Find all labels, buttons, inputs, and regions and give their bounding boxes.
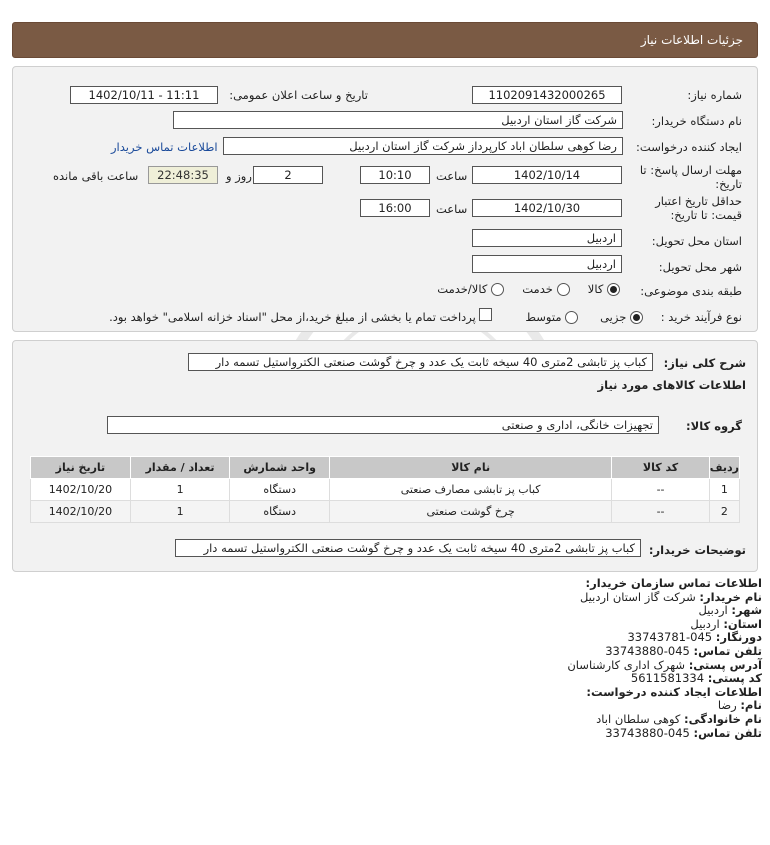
col-code: کد کالا [612,457,709,479]
group-field[interactable]: تجهیزات خانگی، اداری و صنعتی [107,416,659,434]
cell-unit: دستگاه [230,479,330,501]
treasury-checkbox[interactable] [479,308,492,321]
col-name: نام کالا [329,457,611,479]
contact-section [567,577,762,740]
remaining-time-field: 22:48:35 [148,166,218,184]
buyer-notes-field[interactable]: کباب پز تابشی 2متری 40 سیخه ثابت یک عدد و چرخ گوشت صنعتی الکترواستیل تسمه دار [175,539,641,557]
buyer-notes-label: توضیحات خریدار: [648,543,746,557]
announce-label: تاریخ و ساعت اعلان عمومی: [229,88,368,102]
days-field[interactable]: 2 [253,166,323,184]
cell-name: چرخ گوشت صنعتی [329,501,611,523]
summary-label: شرح کلی نیاز: [663,356,746,370]
buyer-contact-link[interactable]: اطلاعات تماس خریدار [111,140,218,154]
contact-line: شهر: اردبیل [698,603,762,618]
category-option-goods: کالا [587,282,604,296]
process-option-minor: جزیی [600,310,627,324]
validity-label-1: حداقل تاریخ اعتبار [655,194,742,208]
contact-line: آدرس پستی: شهرک اداری کارشناسان [567,657,762,672]
col-qty: تعداد / مقدار [130,457,230,479]
validity-date-field[interactable]: 1402/10/30 [472,199,622,217]
cell-date: 1402/10/20 [31,479,131,501]
deadline-label-1: مهلت ارسال پاسخ: تا [639,163,742,177]
city-field[interactable]: اردبیل [472,255,622,273]
col-date: تاریخ نیاز [31,457,131,479]
cell-code: -- [612,479,709,501]
days-label: روز و [226,169,252,183]
contact-line: استان: اردبیل [690,616,762,631]
creator-label: ایجاد کننده درخواست: [636,140,742,154]
contact-line: تلفن تماس: 045-33743880 [605,643,762,658]
col-row: ردیف [709,457,739,479]
contact-line: کد پستی: 5611581334 [630,671,762,686]
remaining-label: ساعت باقی مانده [53,169,139,183]
category-radio-group [437,282,620,296]
summary-field[interactable]: کباب پز تابشی 2متری 40 سیخه ثابت یک عدد و چرخ گوشت صنعتی الکترواستیل تسمه دار [188,353,653,371]
contact-line: دورنگار: 045-33743781 [627,630,762,645]
cell-date: 1402/10/20 [31,501,131,523]
page-title: جزئیات اطلاعات نیاز [640,33,743,47]
cell-unit: دستگاه [230,501,330,523]
category-label: طبقه بندی موضوعی: [640,284,742,298]
deadline-label-2: تاریخ: [715,177,742,191]
need-number-label: شماره نیاز: [687,88,742,102]
creator-field[interactable]: رضا کوهی سلطان اباد کارپرداز شرکت گاز استان اردبیل [223,137,623,155]
cell-qty: 1 [130,479,230,501]
deadline-date-field[interactable]: 1402/10/14 [472,166,622,184]
announce-field[interactable]: 1402/10/11 - 11:11 [70,86,218,104]
category-option-both: کالا/خدمت [437,282,488,296]
cell-row: 1 [709,479,739,501]
contact-title: اطلاعات تماس سازمان خریدار: [585,576,762,590]
process-label: نوع فرآیند خرید : [660,310,742,324]
col-unit: واحد شمارش [230,457,330,479]
contact-line: نام خریدار: شرکت گاز استان اردبیل [579,589,762,604]
table-header-row [31,457,740,479]
validity-time-field[interactable]: 16:00 [360,199,430,217]
items-table [30,456,740,523]
table-row[interactable] [31,479,740,501]
category-radio-goods[interactable] [607,283,620,296]
creator-line: نام: رضا [717,698,762,713]
creator-line: نام خانوادگی: کوهی سلطان اباد [596,711,762,726]
buyer-label: نام دستگاه خریدار: [651,114,742,128]
buyer-field[interactable]: شرکت گاز استان اردبیل [173,111,623,129]
need-number-field[interactable]: 1102091432000265 [472,86,622,104]
category-option-service: خدمت [522,282,553,296]
goods-info-title: اطلاعات کالاهای مورد نیاز [597,378,746,392]
category-radio-service[interactable] [557,283,570,296]
process-option-medium: متوسط [525,310,562,324]
city-label: شهر محل تحویل: [658,260,742,274]
province-field[interactable]: اردبیل [472,229,622,247]
cell-code: -- [612,501,709,523]
validity-time-label: ساعت [436,202,468,216]
category-radio-both[interactable] [491,283,504,296]
creator-title: اطلاعات ایجاد کننده درخواست: [586,684,762,699]
validity-label-2: قیمت: تا تاریخ: [670,208,742,222]
deadline-time-label: ساعت [436,169,468,183]
process-radio-medium[interactable] [565,311,578,324]
province-label: استان محل تحویل: [651,234,742,248]
page-header [12,22,758,58]
payment-note: پرداخت تمام یا بخشی از مبلغ خرید،از محل "اسناد خزانه اسلامی" خواهد بود. [109,310,476,324]
cell-qty: 1 [130,501,230,523]
cell-name: کباب پز تابشی مصارف صنعتی [329,479,611,501]
creator-line: تلفن تماس: 045-33743880 [605,725,762,740]
deadline-time-field[interactable]: 10:10 [360,166,430,184]
group-label: گروه کالا: [686,419,742,433]
table-row[interactable] [31,501,740,523]
cell-row: 2 [709,501,739,523]
process-radio-minor[interactable] [630,311,643,324]
process-radio-group [109,308,643,324]
